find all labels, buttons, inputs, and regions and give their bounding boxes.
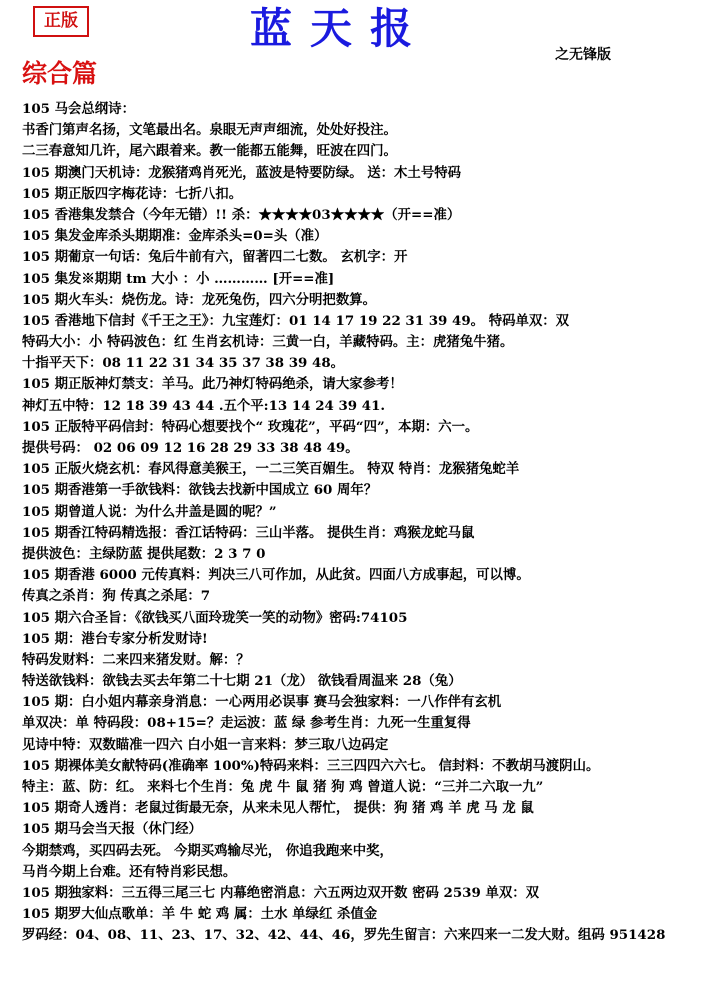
text-line: 十指平天下：08 11 22 31 34 35 37 38 39 48。 (22, 355, 345, 372)
newspaper-title: 蓝天报 (249, 4, 430, 53)
text-line: 特主：蓝、防：红。 来料七个生肖：兔 虎 牛 鼠 猪 狗 鸡 曾道人说：“三并二六取一九” (22, 779, 544, 795)
text-line: 105 正版火烧玄机：春风得意美猴王，一二三笑百媚生。 特双 特肖：龙猴猪兔蛇羊 (22, 461, 520, 478)
text-line: 105 期火车头：烧伤龙。诗：龙死兔伤，四六分明把数算。 (22, 291, 376, 308)
text-line: 特送欲钱料：欲钱去买去年第二十七期 21（龙） 欲钱看周温来 28（兔） (22, 673, 462, 690)
text-line: 今期禁鸡，买四码去死。 今期买鸡输尽光， 你追我跑来中奖， (22, 842, 393, 859)
text-line: 105 期澳门天机诗：龙猴猪鸡肖死光，蓝波是特要防绿。 送：木土号特码 (22, 164, 461, 181)
text-line: 105 期正版神灯禁支：羊马。此乃神灯特码绝杀，请大家参考！ (22, 376, 403, 393)
text-line: 提供波色：主绿防蓝 提供尾数：2 3 7 0 (22, 545, 266, 562)
genuine-edition-badge: 正版 (33, 6, 89, 37)
edition-label: 之无锋版 (555, 47, 611, 63)
text-line: 见诗中特：双数瞄准一四六 白小姐一言来料：梦三取八边码定 (22, 736, 389, 753)
text-line: 105 期葡京一句话：兔后牛前有六，留著四二七数。 玄机字：开 (22, 249, 408, 266)
text-line: 105 期：白小姐内幕亲身消息：一心两用必误事 赛马会独家料：一八作伴有玄机 (22, 694, 502, 711)
text-line: 105 期香江特码精选报：香江话特码：三山半落。 提供生肖：鸡猴龙蛇马鼠 (22, 524, 475, 541)
text-line: 105 集发金库杀头期期准：金库杀头=0=头（准） (22, 228, 328, 245)
text-line: 105 期奇人透肖：老鼠过街最无奈，从来未见人帮忙， 提供：狗 猪 鸡 羊 虎 马 龙 鼠 (22, 800, 534, 817)
text-line: 特码大小：小 特码波色：红 生肖玄机诗：三黄一白，羊藏特码。主：虎猪兔牛猪。 (22, 334, 514, 351)
text-line: 105 期六合圣旨：《欲钱买八面玲珑笑一笑的动物》密码:74105 (22, 609, 408, 626)
text-line: 特码发财料：二来四来猪发财。解：？ (22, 651, 250, 668)
text-line: 105 期罗大仙点歌单：羊 牛 蛇 鸡 属：土水 单绿红 杀值金 (22, 906, 378, 923)
text-line: 马肖今期上台难。还有特肖彩民想。 (22, 863, 237, 880)
article-body (22, 99, 702, 947)
text-line: 罗码经：04、08、11、23、17、32、42、44、46，罗先生留言：六来四来一二发大财。组码 951428 (22, 927, 666, 944)
text-line: 105 期：港台专家分析发财诗! (22, 630, 208, 647)
text-line: 书香门第声名扬，文笔最出名。泉眼无声声细流，处处好投注。 (22, 122, 397, 139)
text-line: 105 期正版四字梅花诗：七折八扣。 (22, 185, 243, 202)
text-line: 提供号码： 02 06 09 12 16 28 29 33 38 48 49。 (22, 440, 359, 456)
text-line: 105 香港地下信封《千王之王》：九宝莲灯：01 14 17 19 22 31 39 49。 特码单双：双 (22, 312, 570, 329)
text-line: 105 期香港 6000 元传真料：判决三八可作加，从此贫。四面八方成事起，可以博。 (22, 567, 530, 584)
text-line: 105 正版特平码信封：特码心想要找个“ 玫瑰花”，平码“四”，本期：六一。 (22, 418, 479, 435)
text-line: 105 期马会当天报（休门经） (22, 821, 202, 838)
text-line: 传真之杀肖：狗 传真之杀尾：7 (22, 588, 211, 605)
text-line: 105 集发※期期 tm 大小 ：小 ………… [开==准] (22, 270, 335, 287)
text-line: 105 期香港第一手欲钱料：欲钱去找新中国成立 60 周年？ (22, 482, 378, 499)
text-line: 神灯五中特：12 18 39 43 44 .五个平:13 14 24 39 41. (22, 397, 386, 414)
text-line: 105 期曾道人说：为什么井盖是圆的呢？” (22, 503, 277, 520)
text-line: 105 香港集发禁合（今年无错）!! 杀：★★★★03★★★★（开==准） (22, 206, 461, 223)
text-line: 105 期裸体美女献特码(准确率 100%)特码来料：三三四四六六七。 信封料：不教胡马渡阴山。 (22, 757, 600, 774)
text-line: 单双决：单 特码段：08+15=？走运波：蓝 绿 参考生肖：九死一生重复得 (22, 715, 471, 732)
text-line: 二三春意知几许，尾六跟着来。教一能都五能舞，旺波在四门。 (22, 143, 397, 160)
text-line: 105 马会总纲诗： (22, 101, 135, 117)
section-title: 综合篇 (22, 59, 98, 88)
text-line: 105 期独家料：三五得三尾三七 内幕绝密消息：六五两边双开数 密码 2539 单双：双 (22, 884, 540, 901)
